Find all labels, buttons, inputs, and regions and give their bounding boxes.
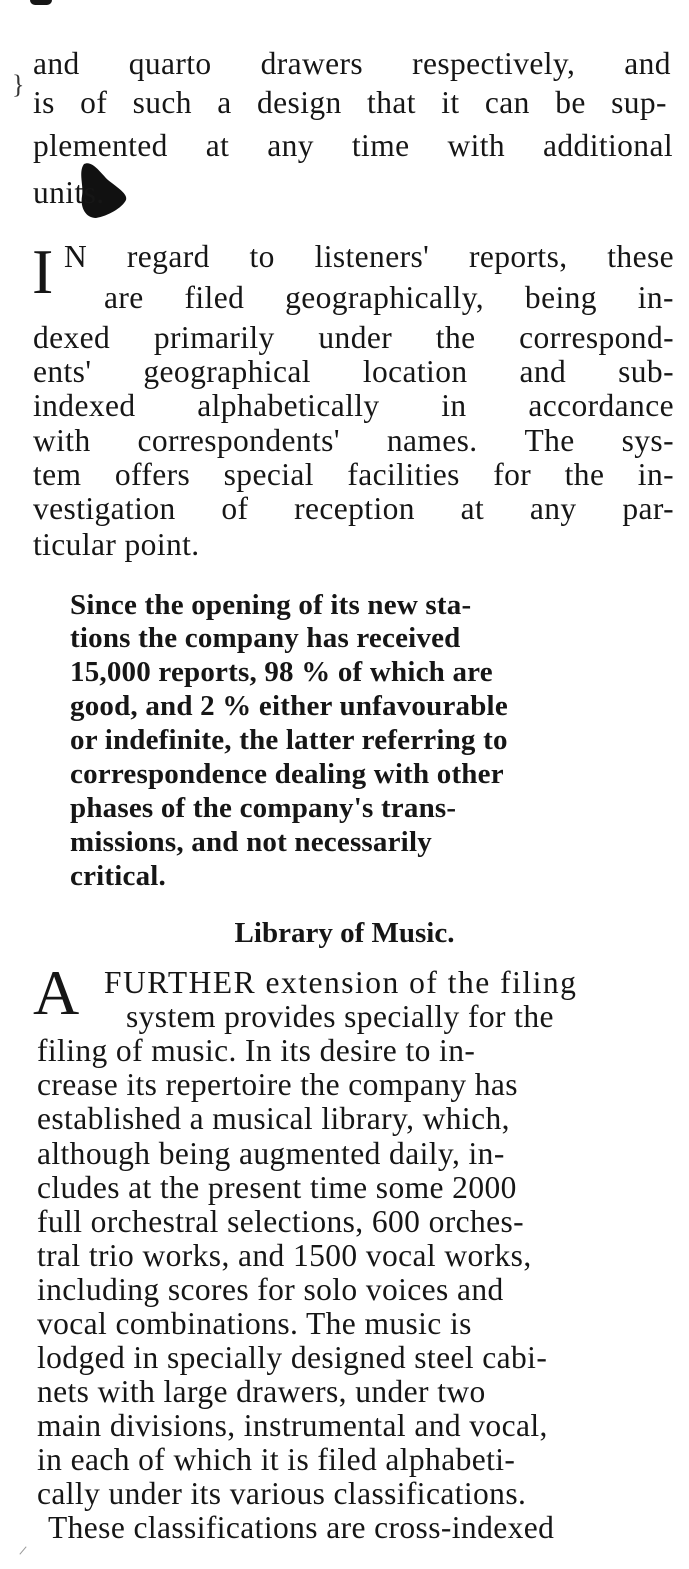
word: and bbox=[624, 46, 671, 81]
paragraph-line: cludes at the present time some 2000 bbox=[37, 1170, 517, 1205]
word: sys- bbox=[621, 423, 674, 458]
word: design bbox=[257, 85, 342, 120]
bold-paragraph-line: phases of the company's trans- bbox=[70, 792, 457, 824]
word: indexed bbox=[33, 388, 136, 423]
word: correspond- bbox=[519, 320, 674, 355]
paragraph-line: full orchestral selections, 600 orches- bbox=[37, 1204, 525, 1239]
word: reports, bbox=[468, 239, 568, 274]
bold-paragraph-line: missions, and not necessarily bbox=[70, 826, 432, 858]
word: in bbox=[441, 388, 467, 423]
word: The bbox=[524, 423, 575, 458]
word: names. bbox=[386, 423, 478, 458]
word: primarily bbox=[153, 320, 275, 355]
word: additional bbox=[543, 128, 673, 163]
intro-line: units. bbox=[33, 175, 105, 210]
paragraph-line bbox=[33, 458, 674, 492]
word: ents' bbox=[33, 354, 92, 389]
word: correspondents' bbox=[137, 423, 340, 458]
paragraph-line bbox=[33, 355, 674, 389]
word: geographical bbox=[143, 354, 311, 389]
paragraph-line bbox=[33, 424, 674, 458]
intro-line bbox=[33, 86, 667, 120]
word: sup- bbox=[611, 85, 667, 120]
bold-paragraph-line: correspondence dealing with other bbox=[70, 758, 504, 790]
paragraph-line: in each of which it is filed alphabeti- bbox=[37, 1442, 516, 1477]
word: and bbox=[519, 354, 567, 389]
drop-cap-i: I bbox=[32, 236, 54, 307]
word: tem bbox=[33, 457, 82, 492]
word: special bbox=[223, 457, 314, 492]
paragraph-line: These classifications are cross-indexed bbox=[48, 1510, 555, 1545]
paragraph-line: cally under its various classifications. bbox=[37, 1476, 527, 1511]
word: a bbox=[217, 85, 232, 120]
bold-paragraph-line: tions the company has received bbox=[70, 622, 461, 654]
word: under bbox=[318, 320, 393, 355]
paragraph-line: although being augmented daily, in- bbox=[37, 1136, 505, 1171]
word: par- bbox=[622, 491, 674, 526]
word: with bbox=[33, 423, 91, 458]
drop-cap-a: A bbox=[33, 957, 80, 1028]
word: with bbox=[447, 128, 506, 163]
word: listeners' bbox=[314, 239, 430, 274]
word: respectively, bbox=[412, 46, 576, 81]
bold-paragraph-line: critical. bbox=[70, 860, 166, 892]
word: to bbox=[249, 239, 275, 274]
word: such bbox=[132, 85, 192, 120]
bottom-corner-mark bbox=[19, 1546, 26, 1554]
word: sub- bbox=[618, 354, 674, 389]
word: these bbox=[607, 239, 674, 274]
word: at bbox=[460, 491, 485, 526]
word: reception bbox=[294, 491, 415, 526]
margin-brace-mark: } bbox=[12, 70, 25, 99]
paragraph-line: tral trio works, and 1500 vocal works, bbox=[37, 1238, 532, 1273]
word: being bbox=[524, 280, 597, 315]
paragraph-line: filing of music. In its desire to in- bbox=[37, 1033, 476, 1068]
word: quarto bbox=[128, 46, 212, 81]
word: drawers bbox=[260, 46, 364, 81]
word: N bbox=[64, 239, 88, 274]
section-heading: Library of Music. bbox=[234, 917, 455, 949]
word: accordance bbox=[528, 388, 674, 423]
paragraph-line: nets with large drawers, under two bbox=[37, 1374, 486, 1409]
paragraph-line: lodged in specially designed steel cabi- bbox=[37, 1340, 548, 1375]
word: dexed bbox=[33, 320, 111, 355]
paragraph-line bbox=[33, 492, 674, 526]
paragraph-line: system provides specially for the bbox=[126, 999, 554, 1034]
word: vestigation bbox=[33, 491, 176, 526]
word: that bbox=[367, 85, 416, 120]
word: is bbox=[33, 85, 55, 120]
intro-line bbox=[33, 129, 673, 163]
word: offers bbox=[114, 457, 191, 492]
word: alphabetically bbox=[197, 388, 380, 423]
word: of bbox=[221, 491, 249, 526]
paragraph-line: FURTHER extension of the filing bbox=[104, 965, 578, 1000]
word: filed bbox=[184, 280, 245, 315]
word: plemented bbox=[33, 128, 168, 163]
paragraph-line bbox=[33, 321, 674, 355]
bold-paragraph-line: good, and 2 % either unfavourable bbox=[70, 690, 508, 722]
paragraph-line: main divisions, instrumental and vocal, bbox=[37, 1408, 548, 1443]
word: in- bbox=[637, 457, 674, 492]
word: can bbox=[484, 85, 530, 120]
word: facilities bbox=[347, 457, 460, 492]
paragraph-line: ticular point. bbox=[33, 527, 200, 562]
word: in- bbox=[637, 280, 674, 315]
paragraph-line: vocal combinations. The music is bbox=[37, 1306, 472, 1341]
bold-paragraph-line: or indefinite, the latter referring to bbox=[70, 724, 508, 756]
word: any bbox=[267, 128, 314, 163]
bold-paragraph-line: 15,000 reports, 98 % of which are bbox=[70, 656, 493, 688]
word: it bbox=[441, 85, 460, 120]
word: for bbox=[493, 457, 532, 492]
paragraph-line: established a musical library, which, bbox=[37, 1101, 510, 1136]
paragraph-line bbox=[64, 240, 674, 274]
word: the bbox=[564, 457, 605, 492]
word: location bbox=[362, 354, 468, 389]
word: at bbox=[205, 128, 230, 163]
paragraph-line bbox=[104, 281, 674, 315]
top-edge-mark bbox=[30, 0, 52, 5]
word: be bbox=[555, 85, 586, 120]
word: geographically, bbox=[285, 280, 485, 315]
word: of bbox=[80, 85, 108, 120]
word: time bbox=[351, 128, 410, 163]
word: the bbox=[435, 320, 476, 355]
paragraph-line: including scores for solo voices and bbox=[37, 1272, 504, 1307]
word: any bbox=[529, 491, 577, 526]
bold-paragraph-line: Since the opening of its new sta- bbox=[70, 589, 472, 621]
word: and bbox=[33, 46, 80, 81]
intro-line bbox=[33, 47, 671, 81]
paragraph-line: crease its repertoire the company has bbox=[37, 1067, 518, 1102]
word: regard bbox=[126, 239, 210, 274]
paragraph-line bbox=[33, 389, 674, 423]
word: are bbox=[104, 280, 144, 315]
